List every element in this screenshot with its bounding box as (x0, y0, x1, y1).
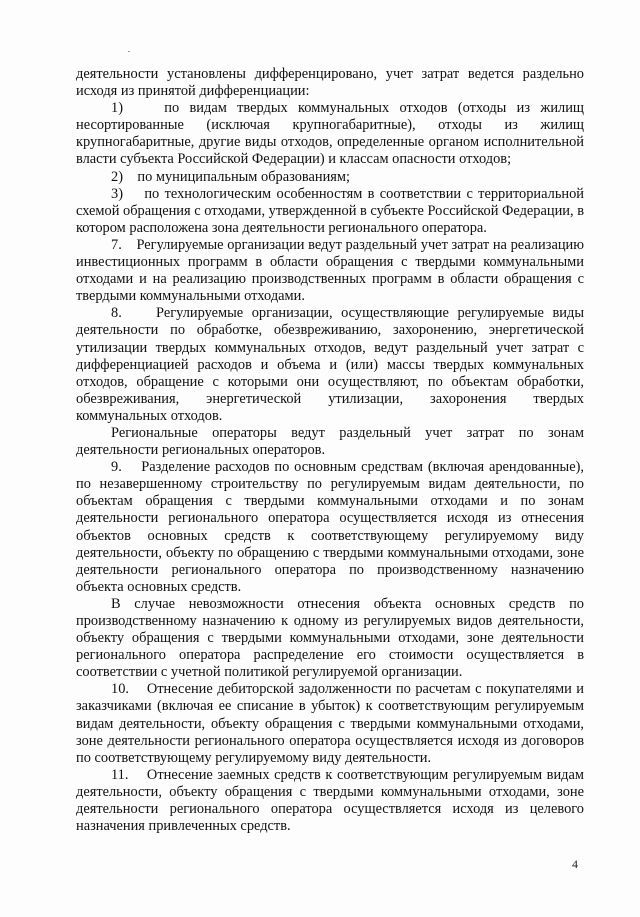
paragraph-subitem-3: 3) по технологическим особенностям в соответствии с территориальной схемой обращения с отходами, утвержденной в субъекте Российской Федерации, в котором расположена зона деятельности регионального оператора. (76, 185, 584, 236)
paragraph-item-7: 7. Регулируемые организации ведут раздельный учет затрат на реализацию инвестиционных программ в области обращения с твердыми коммунальными отходами и на реализацию производственных программ в области обращения с твердыми коммунальными отходами. (76, 236, 584, 305)
paragraph-item-11: 11. Отнесение заемных средств к соответствующим регулируемым видам деятельности, объекту обращения с твердыми коммунальными отходами, зоне деятельности регионального оператора осуществляется исходя из целевого назначения привлеченных средств. (76, 766, 584, 835)
paragraph-subitem-1: 1) по видам твердых коммунальных отходов (отходы из жилищ несортированные (исключая крупногабаритные), отходы из жилищ крупногабаритные, другие виды отходов, определенные органом исполнительной власти субъекта Российской Федерации) и классам опасности отходов; (76, 100, 584, 168)
paragraph-continuation: деятельности установлены дифференцировано, учет затрат ведется раздельно исходя из принятой дифференциации: (76, 66, 584, 100)
paragraph-impossibility-case: В случае невозможности отнесения объекта основных средств по производственному назначению к одному из регулируемых видов деятельности, объекту обращения с твердыми коммунальными отходами, зоне деятельности регионального оператора распределение его стоимости осуществляется в соответствии с учетной политикой регулируемой организации. (76, 595, 584, 681)
page-number: 4 (572, 857, 578, 871)
paragraph-item-9: 9. Разделение расходов по основным средствам (включая арендованные), по незавершенному строительству по регулируемым видам деятельности, по объектам обращения с твердыми коммунальными отходами и по зонам деятельности регионального оператора осуществляется исходя из отнесения объектов основных средств к соответствующему регулируемому виду деятельности, объекту по обращению с твердыми коммунальными отходами, зоне деятельности регионального оператора по производственному назначению объекта основных средств. (76, 459, 584, 595)
paragraph-item-10: 10. Отнесение дебиторской задолженности по расчетам с покупателями и заказчиками (включая ее списание в убыток) к соответствующим регулируемым видам деятельности, объекту обращения с твердыми коммунальными отходами, зоне деятельности регионального оператора осуществляется исходя из договоров по соответствующему регулируемому виду деятельности. (76, 681, 584, 766)
document-body (76, 66, 584, 835)
paragraph-regional-operators: Региональные операторы ведут раздельный учет затрат по зонам деятельности региональных операторов. (76, 424, 584, 459)
paragraph-item-8: 8. Регулируемые организации, осуществляющие регулируемые виды деятельности по обработке, обезвреживанию, захоронению, энергетической утилизации твердых коммунальных отходов, ведут раздельный учет затрат с дифференциацией расходов и объема и (или) массы твердых коммунальных отходов, обращение с которыми они осуществляют, по объектам обработки, обезвреживания, энергетической утилизации, захоронения твердых коммунальных отходов. (76, 305, 584, 424)
paragraph-subitem-2: 2) по муниципальным образованиям; (111, 168, 351, 185)
scan-speck (128, 51, 130, 52)
